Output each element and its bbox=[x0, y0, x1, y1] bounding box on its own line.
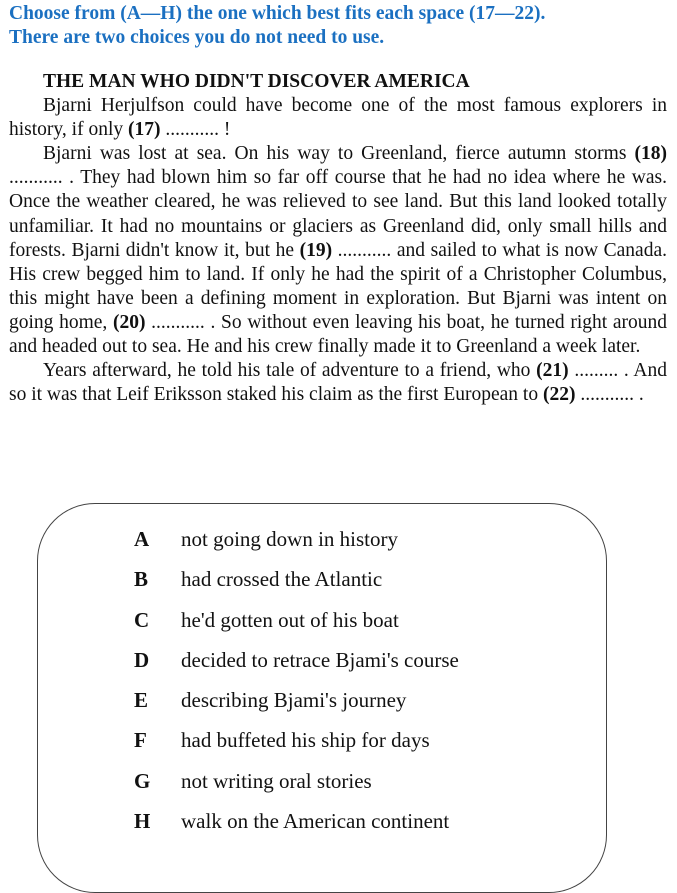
article-paragraph bbox=[9, 359, 667, 407]
paragraph-text: ........... . They had blown him so far off course that he had no idea where he was. Once the weather cleared, he was relieved to see land. But this land looked totally unfamiliar. It had no mountains or glaciers as Greenland did, only small hills and forests. Bjarni didn't know it, but he bbox=[9, 167, 667, 261]
option-letter: D bbox=[134, 647, 150, 672]
option-item bbox=[134, 648, 459, 688]
instructions-line-2: There are two choices you do not need to use. bbox=[9, 27, 385, 48]
gap-number: (17) bbox=[127, 119, 161, 141]
option-item bbox=[134, 608, 459, 648]
option-text: had crossed the Atlantic bbox=[181, 567, 383, 592]
instructions-line-1: Choose from (A—H) the one which best fits each space (17—22). bbox=[9, 3, 546, 24]
article-title: THE MAN WHO DIDN'T DISCOVER AMERICA bbox=[43, 71, 470, 92]
option-item bbox=[134, 688, 459, 728]
article-paragraph bbox=[9, 142, 667, 359]
paragraph-text: Years afterward, he told his tale of adventure to a friend, who bbox=[43, 360, 537, 382]
options-list bbox=[134, 527, 459, 849]
option-text: not going down in history bbox=[181, 527, 399, 551]
paragraph-text: Bjarni Herjulfson could have become one of the most famous explorers in history, if only bbox=[9, 95, 667, 141]
paragraph-text: ........... . So without even leaving his boat, he turned right around and headed out to sea. He and his crew finally made it to Greenland a week later. bbox=[9, 311, 667, 358]
option-text: decided to retrace Bjami's course bbox=[181, 647, 459, 672]
task-instructions bbox=[9, 2, 669, 50]
article-body bbox=[9, 94, 667, 407]
option-letter: A bbox=[134, 527, 150, 551]
option-item bbox=[134, 567, 459, 607]
option-text: not writing oral stories bbox=[181, 768, 372, 793]
gap-number: (19) bbox=[299, 239, 333, 261]
option-letter: G bbox=[134, 768, 151, 793]
option-item bbox=[134, 728, 459, 768]
option-letter: C bbox=[134, 607, 150, 632]
option-letter: F bbox=[134, 728, 147, 753]
paragraph-text: ........... and sailed to what is now Canada. His crew begged him to land. If only he had the spirit of a Christopher Columbus, this might have been a defining moment in exploration. But Bjarni was intent on going home, bbox=[9, 239, 667, 333]
paragraph-text: ........... . bbox=[575, 384, 644, 406]
gap-number: (20) bbox=[112, 311, 146, 333]
option-letter: B bbox=[134, 567, 149, 592]
gap-number: (22) bbox=[542, 384, 576, 406]
option-item bbox=[134, 809, 459, 849]
option-letter: H bbox=[134, 809, 151, 834]
option-letter: E bbox=[134, 688, 149, 713]
option-text: describing Bjami's journey bbox=[181, 688, 407, 713]
option-text: walk on the American continent bbox=[181, 809, 450, 834]
gap-number: (18) bbox=[634, 143, 667, 165]
option-item bbox=[134, 769, 459, 809]
option-text: he'd gotten out of his boat bbox=[181, 607, 399, 632]
gap-number: (21) bbox=[536, 360, 569, 382]
article bbox=[9, 70, 667, 407]
paragraph-text: ......... . And so it was that Leif Eriksson staked his claim as the first European to bbox=[9, 360, 667, 406]
option-text: had buffeted his ship for days bbox=[181, 728, 430, 753]
article-paragraph bbox=[9, 94, 667, 142]
option-item bbox=[134, 527, 459, 567]
paragraph-text: ........... ! bbox=[160, 119, 231, 141]
paragraph-text: Bjarni was lost at sea. On his way to Greenland, fierce autumn storms bbox=[43, 143, 635, 165]
